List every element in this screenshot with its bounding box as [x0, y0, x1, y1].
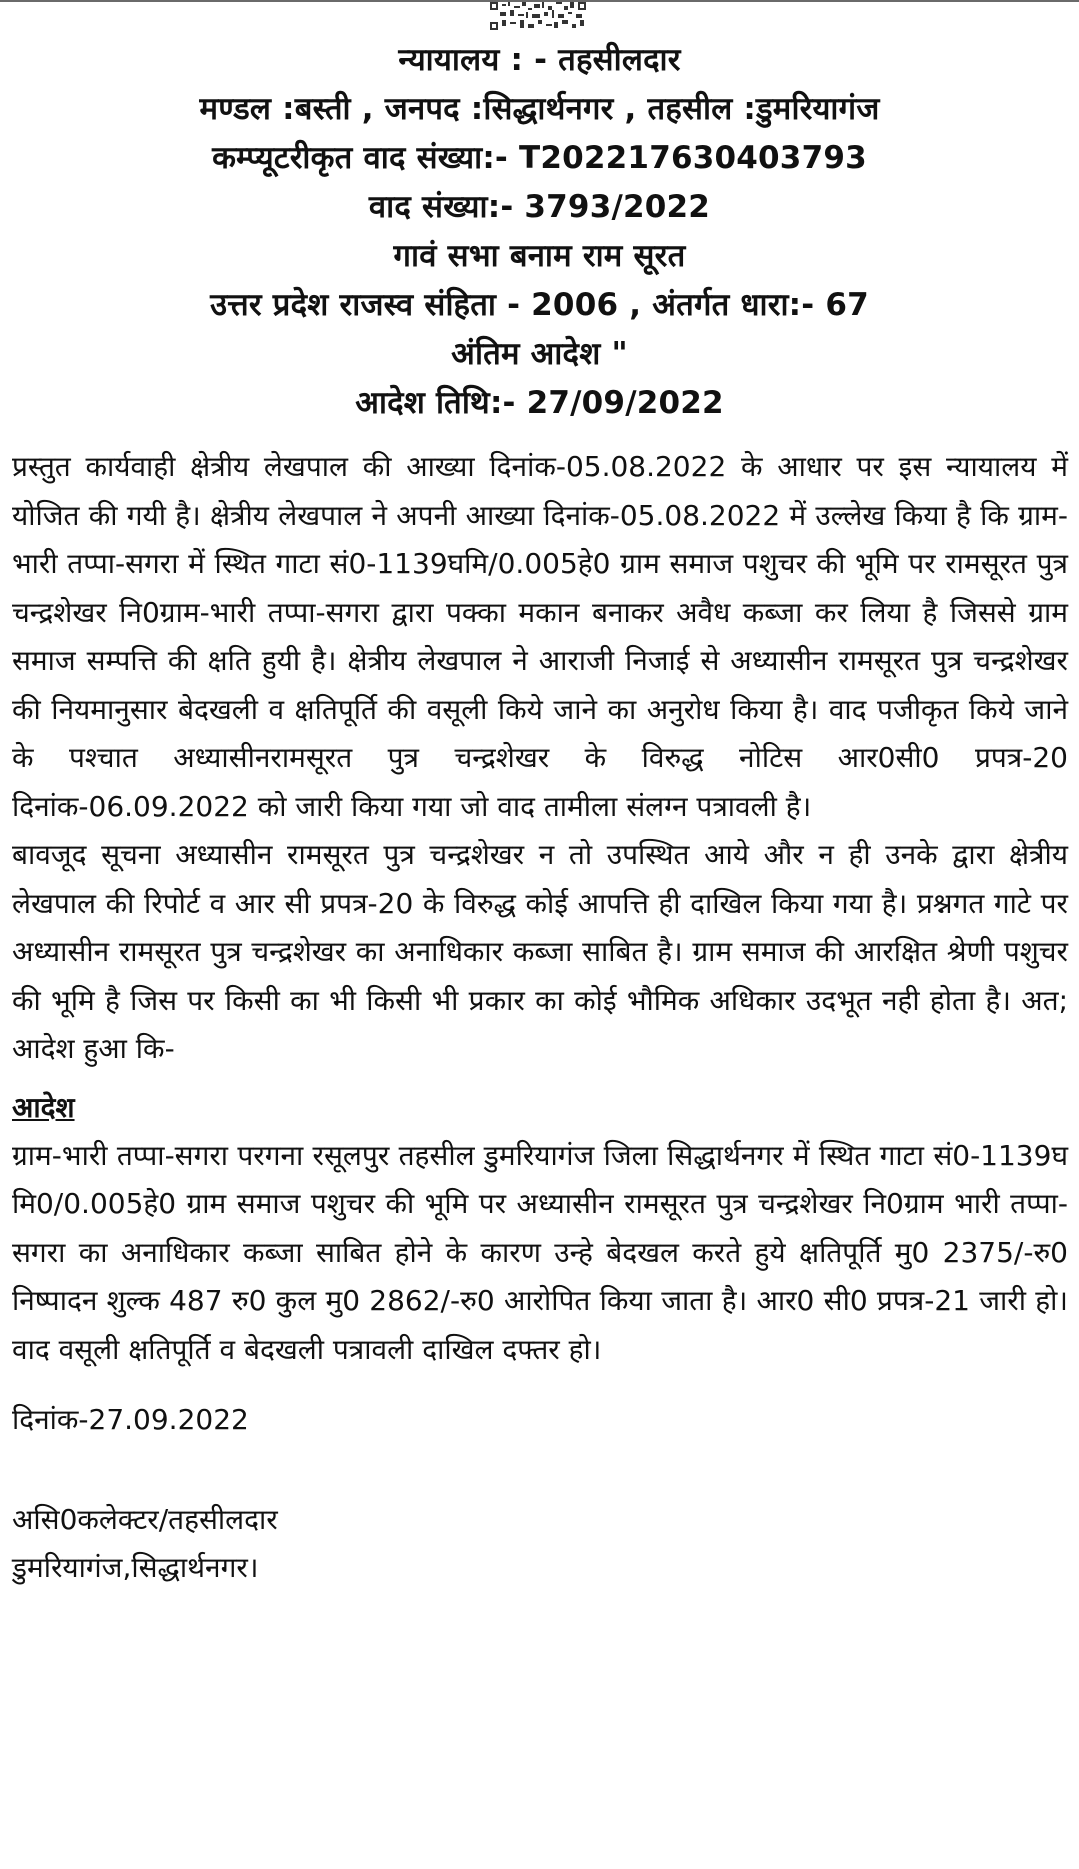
signatory-place: डुमरियागंज,सिद्धार्थनगर। [12, 1551, 259, 1584]
paragraph-findings: बावजूद सूचना अध्यासीन रामसूरत पुत्र चन्द्रशेखर न तो उपस्थित आये और न ही उनके द्वारा क्षेत्रीय लेखपाल की रिपोर्ट व आर सी प्रपत्र-20 के विरुद्ध कोई आपत्ति ही दाखिल किया गया है। प्रश्नगत गाटे पर अध्यासीन रामसूरत पुत्र चन्द्रशेखर का अनाधिकार कब्जा साबित है। ग्राम समाज की आरक्षित श्रेणी पशुचर की भूमि है जिस पर किसी का भी किसी भी प्रकार का कोई भौमिक अधिकार उदभूत नही होता है। अत; आदेश हुआ कि- [12, 838, 1068, 1065]
order-body [12, 443, 1068, 1592]
computerized-case-number: कम्प्यूटरीकृत वाद संख्या:- T202217630403793 [212, 140, 867, 176]
order-heading: आदेश [12, 1090, 75, 1124]
signature-block [12, 1496, 1068, 1592]
order-date: आदेश तिथि:- 27/09/2022 [355, 385, 724, 421]
paragraph-proceedings: प्रस्तुत कार्यवाही क्षेत्रीय लेखपाल की आख्या दिनांक-05.08.2022 के आधार पर इस न्यायालय में योजित की गयी है। क्षेत्रीय लेखपाल ने अपनी आख्या दिनांक-05.08.2022 में उल्लेख किया है कि ग्राम-भारी तप्पा-सगरा में स्थित गाटा सं0-1139घमि/0.005हे0 ग्राम समाज पशुचर की भूमि पर रामसूरत पुत्र चन्द्रशेखर नि0ग्राम-भारी तप्पा-सगरा द्वारा पक्का मकान बनाकर अवैध कब्जा कर लिया है जिससे ग्राम समाज सम्पत्ति की क्षति हुयी है। क्षेत्रीय लेखपाल ने आराजी निजाई से अध्यासीन रामसूरत पुत्र चन्द्रशेखर की नियमानुसार बेदखली व क्षतिपूर्ति की वसूली किये जाने का अनुरोध किया है। वाद पजीकृत किये जाने के पश्चात अध्यासीनरामसूरत पुत्र चन्द्रशेखर के विरुद्ध नोटिस आर0सी0 प्रपत्र-20 दिनांक-06.09.2022 को जारी किया गया जो वाद तामीला संलग्न पत्रावली है। [12, 450, 1068, 823]
order-type: अंतिम आदेश " [451, 336, 628, 372]
jurisdiction-line: मण्डल :बस्ती , जनपद :सिद्धार्थनगर , तहसील :डुमरियागंज [199, 91, 880, 127]
order-signing-date: दिनांक-27.09.2022 [12, 1403, 249, 1436]
signatory-designation: असि0कलेक्टर/तहसीलदार [12, 1503, 278, 1536]
paragraph-order: ग्राम-भारी तप्पा-सगरा परगना रसूलपुर तहसील डुमरियागंज जिला सिद्धार्थनगर में स्थित गाटा सं0-1139घ मि0/0.005हे0 ग्राम समाज पशुचर की भूमि पर अध्यासीन रामसूरत पुत्र चन्द्रशेखर नि0ग्राम भारी तप्पा-सगरा का अनाधिकार कब्जा साबित होने के कारण उन्हे बेदखल करते हुये क्षतिपूर्ति मु0 2375/-रु0 निष्पादन शुल्क 487 रु0 कुल मु0 2862/-रु0 आरोपित किया जाता है। आर0 सी0 प्रपत्र-21 जारी हो। वाद वसूली क्षतिपूर्ति व बेदखली पत्रावली दाखिल दफ्तर हो। [12, 1138, 1068, 1366]
case-header [0, 36, 1079, 428]
qr-code-icon [490, 2, 586, 30]
act-section: उत्तर प्रदेश राजस्व संहिता - 2006 , अंतर्गत धारा:- 67 [210, 287, 869, 323]
case-parties: गावं सभा बनाम राम सूरत [393, 238, 686, 274]
case-number: वाद संख्या:- 3793/2022 [368, 189, 711, 225]
court-title: न्यायालय : - तहसीलदार [398, 42, 681, 78]
